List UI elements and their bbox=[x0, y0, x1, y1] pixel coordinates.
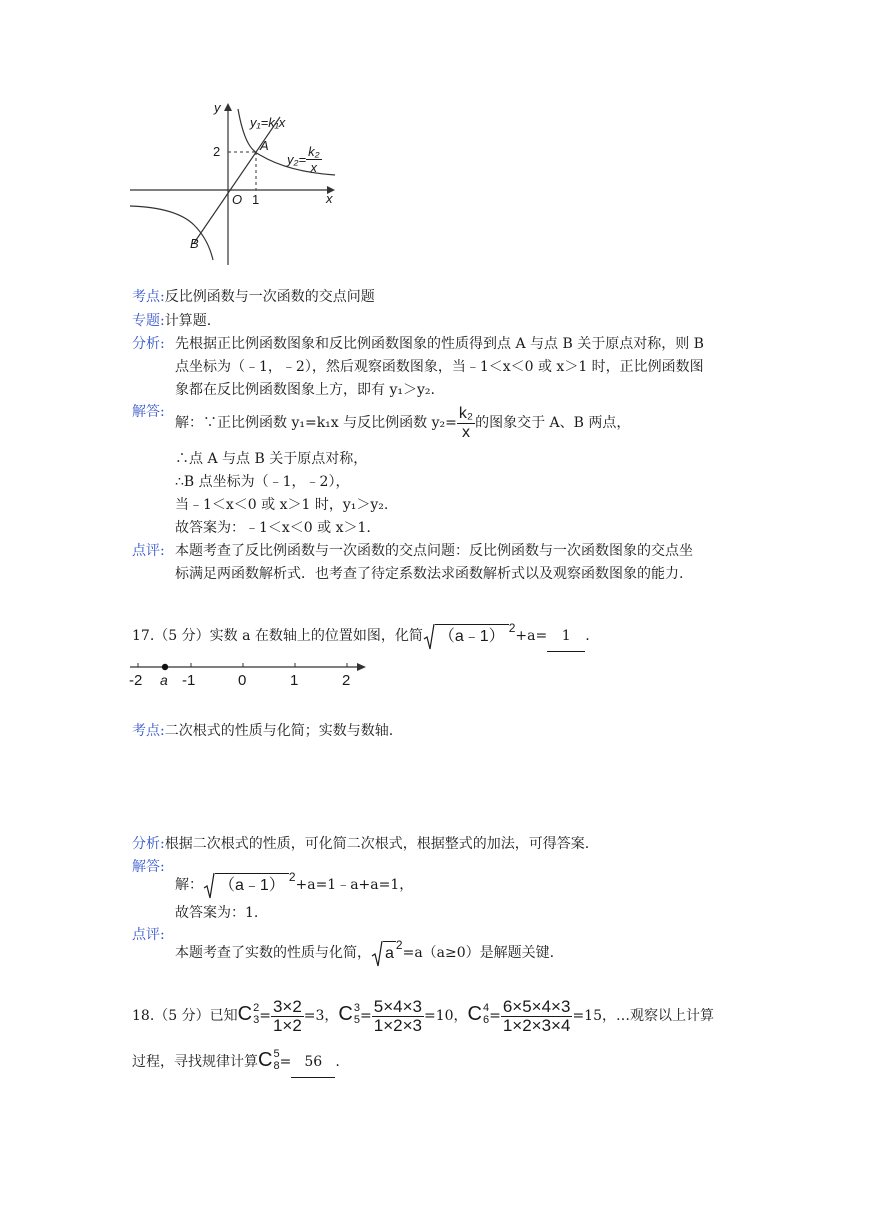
q17-sqrt bbox=[423, 621, 509, 651]
graph-x-label: x bbox=[326, 191, 333, 206]
graph-point-a: A bbox=[260, 138, 269, 153]
nl-label-2: 2 bbox=[342, 672, 351, 689]
c4-sub: 8 bbox=[273, 1060, 280, 1072]
q17-stem bbox=[132, 613, 590, 652]
c3-sub: 6 bbox=[482, 1014, 490, 1026]
q17-jieda-line-2: 故答案为：1. bbox=[175, 905, 259, 921]
graph-tick-y: 2 bbox=[213, 144, 221, 159]
q18-comb-3: C 4 6 bbox=[467, 1002, 490, 1026]
graph-hyper-num: k₂ bbox=[308, 144, 320, 159]
c3-sup: 4 bbox=[482, 1002, 490, 1014]
radical-sign-icon bbox=[203, 870, 215, 900]
c2-val: =10， bbox=[423, 1008, 468, 1024]
radical-sign-icon bbox=[423, 621, 435, 651]
nl-label-1: 1 bbox=[290, 672, 299, 689]
q17-dianping-sqrt bbox=[371, 938, 396, 968]
q17-kaodian-text: 二次根式的性质与化简；实数与数轴. bbox=[164, 723, 394, 739]
graph-hyper-label bbox=[287, 144, 322, 175]
c3-num: 6×5×4×3 bbox=[502, 996, 571, 1016]
q17-answer: 1 bbox=[547, 621, 585, 652]
number-line-arrow-icon bbox=[357, 663, 366, 671]
q16-jieda-line-4: 当﹣1＜x＜0 或 x＞1 时，y₁＞y₂. bbox=[175, 497, 389, 513]
q17-jieda-post: +a=1﹣a+a=1， bbox=[295, 877, 414, 893]
jieda-fraction bbox=[457, 405, 475, 442]
q16-jieda-line-3: ∴B 点坐标为（﹣1，﹣2）， bbox=[175, 474, 350, 490]
q16-fenxi-line-3: 象都在反比例函数图象上方，即有 y₁＞y₂. bbox=[175, 382, 435, 398]
q17-dianping-label-text: 点评: bbox=[132, 927, 165, 943]
radical-sign-icon bbox=[371, 938, 383, 968]
graph-hyper-den: x bbox=[310, 160, 318, 175]
jieda-den: x bbox=[461, 423, 470, 441]
q16-fenxi-label bbox=[132, 334, 165, 354]
q18-eq3: = bbox=[489, 1008, 501, 1024]
dianping-label: 点评: bbox=[132, 543, 165, 559]
q17-dianping-pre: 本题考查了实数的性质与化简， bbox=[175, 945, 371, 961]
q18-line-1 bbox=[132, 994, 714, 1036]
q17-fenxi bbox=[132, 834, 589, 854]
c4-sup: 5 bbox=[273, 1048, 280, 1060]
q16-dianping-line-1: 本题考查了反比例函数与一次函数的交点问题：反比例函数与一次函数图象的交点坐 bbox=[175, 543, 693, 559]
q17-kaodian-label: 考点: bbox=[132, 723, 165, 739]
graph-y-label: y bbox=[214, 100, 221, 115]
nl-label-neg1: -1 bbox=[182, 672, 196, 689]
c1-num: 3×2 bbox=[272, 996, 302, 1016]
c1-den: 1×2 bbox=[272, 1015, 302, 1035]
c1-sup: 2 bbox=[253, 1002, 260, 1014]
q17-jieda-sqrt bbox=[203, 870, 289, 900]
q18-comb-4: C 5 8 bbox=[258, 1048, 280, 1072]
q16-kaodian bbox=[132, 287, 375, 307]
q17-fenxi-label: 分析: bbox=[132, 836, 165, 852]
q18-frac-3 bbox=[501, 998, 573, 1035]
c2-sub: 5 bbox=[353, 1014, 360, 1026]
jieda-num: k₂ bbox=[458, 404, 474, 422]
q17-jieda-label bbox=[132, 857, 165, 877]
q18-line2-pre: 过程，寻找规律计算 bbox=[132, 1054, 258, 1070]
q17-stem-end: . bbox=[585, 628, 590, 644]
q16-fenxi-line-1: 先根据正比例函数图象和反比例函数图象的性质得到点 A 与点 B 关于原点对称，则 B bbox=[175, 336, 704, 352]
jieda-label: 解答: bbox=[132, 404, 165, 420]
c2-num: 5×4×3 bbox=[373, 996, 422, 1016]
q17-radicand: （a﹣1） bbox=[435, 624, 509, 651]
q17-jieda-exp: 2 bbox=[288, 870, 296, 884]
point-a-dot bbox=[162, 664, 168, 670]
graph-hyper-fraction bbox=[306, 144, 321, 175]
jieda-pre: 解：∵正比例函数 y₁=k₁x 与反比例函数 y₂= bbox=[175, 415, 457, 431]
q17-fenxi-text: 根据二次根式的性质，可化简二次根式，根据整式的加法，可得答案. bbox=[164, 836, 590, 852]
q17-dianping-line bbox=[175, 930, 554, 968]
hyperbola-branch-3 bbox=[130, 206, 213, 260]
q18-frac-2 bbox=[372, 998, 424, 1035]
q17-dianping-post: =a（a≥0）是解题关键. bbox=[402, 945, 555, 961]
q18-eq4: = bbox=[279, 1054, 292, 1070]
q18-stem-pre: 18.（5 分）已知 bbox=[132, 1008, 238, 1024]
q16-fenxi-line-2: 点坐标为（﹣1，﹣2），然后观察函数图象，当﹣1＜x＜0 或 x＞1 时，正比例函数图 bbox=[175, 359, 704, 375]
kaodian-label: 考点: bbox=[132, 289, 165, 305]
q17-exp: 2 bbox=[508, 621, 516, 635]
q18-end: . bbox=[335, 1054, 340, 1070]
graph-point-b: B bbox=[190, 236, 199, 251]
q18-comb-1: C 2 3 bbox=[237, 1002, 260, 1026]
zhuanti-label: 专题: bbox=[132, 313, 165, 329]
q16-zhuanti bbox=[132, 311, 211, 331]
q18-eq2: = bbox=[360, 1008, 372, 1024]
q17-dianping-radicand: a bbox=[383, 941, 396, 968]
q18-eq1: = bbox=[259, 1008, 271, 1024]
nl-label-a: a bbox=[160, 672, 168, 688]
c2-den: 1×2×3 bbox=[373, 1015, 422, 1035]
c3-den: 1×2×3×4 bbox=[502, 1015, 571, 1035]
q17-kaodian bbox=[132, 721, 393, 741]
q18-answer: 56 bbox=[291, 1047, 335, 1078]
q18-comb-2: C 3 5 bbox=[338, 1002, 360, 1026]
q17-jieda-line-1 bbox=[175, 862, 413, 900]
q16-jieda-line-2: ∴点 A 与点 B 关于原点对称， bbox=[175, 451, 368, 467]
nl-label-neg2: -2 bbox=[129, 672, 143, 689]
function-graph bbox=[120, 95, 350, 270]
graph-line-label: y₁=k₁x bbox=[250, 115, 286, 130]
q16-jieda-label bbox=[132, 402, 165, 422]
q17-dianping-label bbox=[132, 925, 165, 945]
graph-origin-label: O bbox=[232, 192, 243, 207]
q17-stem-mid: +a= bbox=[515, 628, 548, 644]
fenxi-label: 分析: bbox=[132, 336, 165, 352]
c3-val: =15，…观察以上计算 bbox=[572, 1008, 714, 1024]
q17-stem-pre: 17.（5 分）实数 a 在数轴上的位置如图，化简 bbox=[132, 628, 423, 644]
q17-jieda-pre: 解： bbox=[175, 877, 203, 893]
q18-frac-1 bbox=[271, 998, 304, 1035]
q16-jieda-line-5: 故答案为：﹣1＜x＜0 或 x＞1. bbox=[175, 520, 371, 536]
y-axis-arrow-icon bbox=[224, 103, 232, 111]
graph-hyper-lhs: y₂= bbox=[287, 152, 307, 167]
q16-jieda-line-1 bbox=[175, 403, 630, 443]
c1-sub: 3 bbox=[253, 1014, 260, 1026]
line-y1 bbox=[194, 117, 280, 243]
nl-label-0: 0 bbox=[238, 672, 247, 689]
jieda-post: 的图象交于 A、B 两点， bbox=[475, 415, 631, 431]
c1-val: =3， bbox=[303, 1008, 339, 1024]
kaodian-text: 反比例函数与一次函数的交点问题 bbox=[164, 289, 375, 305]
q18-line-2 bbox=[132, 1045, 340, 1078]
q16-dianping-label bbox=[132, 541, 165, 561]
graph-tick-x: 1 bbox=[252, 192, 260, 207]
q17-jieda-radicand: （a﹣1） bbox=[215, 873, 289, 900]
q16-dianping-line-2: 标满足两函数解析式．也考查了待定系数法求函数解析式以及观察函数图象的能力. bbox=[175, 566, 684, 582]
q17-dianping-exp: 2 bbox=[395, 938, 403, 952]
zhuanti-text: 计算题. bbox=[164, 313, 212, 329]
c2-sup: 3 bbox=[353, 1002, 360, 1014]
q17-jieda-label-text: 解答: bbox=[132, 859, 165, 875]
